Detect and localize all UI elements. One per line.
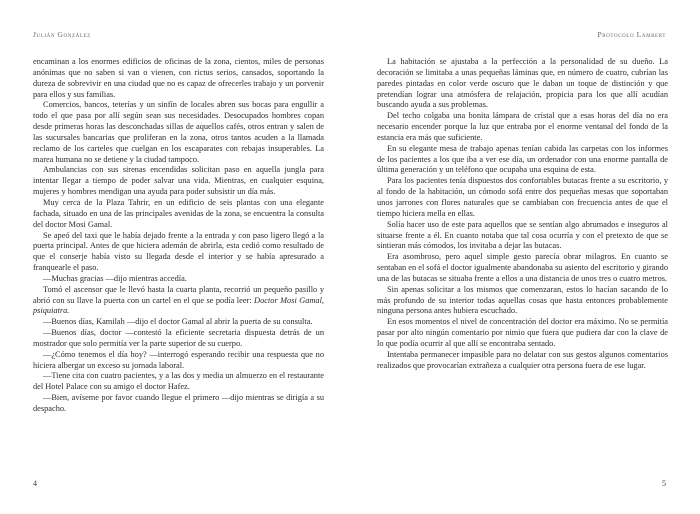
page-number: 4: [33, 479, 37, 488]
paragraph: [33, 285, 324, 318]
door-sign-text: Doctor Mosi Gamal, psiquiatra.: [33, 295, 324, 316]
page-number: 5: [662, 479, 666, 488]
left-page-body: [33, 57, 324, 415]
paragraph: Se apeó del taxi que le había dejado frente a la entrada y con paso ligero llegó a la puerta principal. Antes de que hiciera ademán de abrirla, esta cedió como resultado de que el conserje había visto su llegada desde el interior y se había apresurado a franquearle el paso.: [33, 230, 324, 273]
paragraph: Solía hacer uso de este para aquellos que se sentían algo abrumados e inseguros al situarse frente a él. En cuanto notaba que tal cosa ocurría y con el pretexto de que se sintieran más cómodos, los invitaba a dejar las butacas.: [377, 219, 668, 251]
paragraph: La habitación se ajustaba a la perfección a la personalidad de su dueño. La decoración se limitaba a unas pequeñas láminas que, en número de cuatro, cubrían las paredes pintadas en color verde oscuro que le daban un toque de distinción y que pretendían lograr una atmósfera de relajación, propicia para los que allí acudían buscando ayuda a sus problemas.: [377, 57, 668, 110]
dialogue-line: —Tiene cita con cuatro pacientes, y a las dos y media un almuerzo en el restaurante del Hotel Palace con su amigo el doctor Hafez.: [33, 371, 324, 392]
dialogue-line: —Muchas gracias —dijo mientras accedía.: [43, 273, 187, 283]
paragraph: encaminan a los enormes edificios de oficinas de la zona, cientos, miles de personas anónimas que no saben si van o vienen, con rictus serios, cansados, soportando la dureza de sobrevivir en una ciudad que no es capaz de ofrecerles trabajo y un porvenir para ellos y sus familias.: [33, 57, 324, 99]
dialogue-line: —¿Cómo tenemos el día hoy? —interrogó esperando recibir una respuesta que no hiciera albergar un exceso su jornada laboral.: [33, 349, 324, 370]
paragraph-text: Tomó el ascensor que le llevó hasta la cuarta planta, recorrió un pequeño pasillo y abrió con su llave la puerta con un cartel en el que se podía leer:: [33, 284, 324, 305]
dialogue-line: —Buenos días, doctor —contestó la eficiente secretaria dispuesta detrás de un mostrador que solo permitía ver la parte superior de su cuerpo.: [33, 328, 324, 348]
paragraph: Del techo colgaba una bonita lámpara de cristal que a esas horas del día no era necesario encender porque la luz que entraba por el enorme ventanal del fondo de la estancia era más que suficiente.: [377, 111, 668, 142]
paragraph: Sin apenas solicitar a los mismos que comenzaran, estos lo hacían sacando de lo más profundo de su interior todas aquellas cosas que hasta entonces probablemente ninguna persona antes hubiera escuchado.: [377, 284, 668, 316]
author-running-head: Julián González: [33, 30, 91, 39]
paragraph: Muy cerca de la Plaza Tahrir, en un edificio de seis plantas con una elegante fachada, situado en una de las principales avenidas de la zona, se encuentra la consulta del doctor Mosi Gamal.: [33, 197, 324, 229]
paragraph: Ambulancias con sus sirenas encendidas solicitan paso en aquella jungla para intentar llegar a tiempo de poder salvar una vida. Mientras, en cualquier esquina, mujeres y hombres mendigan una ayuda para poder subsistir un día más.: [33, 165, 324, 197]
paragraph: Comercios, bancos, teterías y un sinfín de locales abren sus bocas para engullir a todo el que pasa por allí según sean sus necesidades. Desocupados hombres copan desde primeras horas las desconchadas sillas de aquellos cafés, otros entran y salen de las sucursales bancarias que proliferan en la zona, otros tantos acuden a la llamada reclamo de los carteles que cuelgan en los escaparates con rebajas insuperables. La marea humana no se detiene y la ciudad tampoco.: [33, 100, 324, 164]
paragraph: Era asombroso, pero aquel simple gesto parecía obrar milagros. En cuanto se sentaban en el sofá el doctor igualmente abandonaba su asiento del escritorio y girando una de las butacas se situaba frente a ellos a una distancia de unos tres o cuatro metros.: [377, 252, 668, 283]
title-running-head: Protocolo Lambert: [597, 30, 666, 39]
right-page-body: [377, 57, 668, 371]
right-page: [350, 0, 700, 514]
paragraph: Para los pacientes tenía dispuestos dos confortables butacas frente a su escritorio, y al fondo de la habitación, un cómodo sofá entre dos pequeñas mesas que soportaban unos jarrones con flores naturales que se cambiaban con frecuencia antes de que el tiempo hiciera mella en ellas.: [377, 176, 668, 218]
paragraph: Intentaba permanecer impasible para no delatar con sus gestos algunos comentarios realizados que provocarían extrañeza a cualquier otra persona fuera de ese lugar.: [377, 349, 668, 370]
dialogue-line: —Bien, avíseme por favor cuando llegue el primero —dijo mientras se dirigía a su despacho.: [33, 393, 324, 413]
dialogue-line: —Buenos días, Kamilah —dijo el doctor Gamal al abrir la puerta de su consulta.: [43, 317, 313, 327]
paragraph: En su elegante mesa de trabajo apenas tenían cabida las carpetas con los informes de los pacientes a los que iba a ver ese día, un ordenador con una enorme pantalla de última generación y un teléfono que ocupaba una esquina de esta.: [377, 143, 668, 175]
paragraph: En esos momentos el nivel de concentración del doctor era máximo. No se permitía pasar por alto ningún comentario por nimio que fuera que pudiera dar con la clave de lo que podía ocurrir al que allí se encontraba sentado.: [377, 317, 668, 348]
